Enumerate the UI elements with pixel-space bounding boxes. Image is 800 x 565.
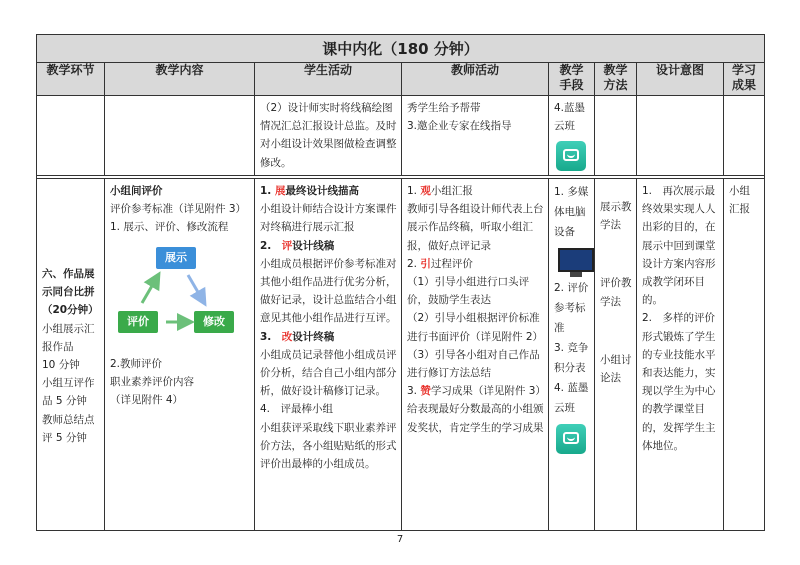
header-method: 教学 方法 (595, 63, 637, 96)
means-item-1: 1. 多媒体电脑设备 (554, 186, 589, 238)
teacher-step2-c: （3）引导各小组对自己作品进行修订方法总结 (407, 348, 540, 380)
row1-outcome (724, 96, 765, 176)
lanmo-app-icon (556, 424, 586, 454)
teacher-step2-title: 2. 引过程评价 (407, 257, 473, 270)
table-row-continuation (37, 96, 765, 176)
row1-content (105, 96, 255, 176)
row2-means (549, 179, 595, 531)
content-line5: （详见附件 4） (110, 394, 184, 407)
teacher-step1-title: 1. 观小组汇报 (407, 185, 473, 197)
header-intent: 设计意图 (637, 63, 724, 96)
method-2: 评价教学法 (600, 277, 632, 308)
student-step2-text: 小组成员根据评价参考标准对其他小组作品进行优劣分析，做好记录，设计总监结合小组意见其他小组作品进行互评。 (260, 257, 397, 325)
row2-content (105, 179, 255, 531)
row1-stage (37, 96, 105, 176)
teacher-step3: 3. 赞学习成果（详见附件 3）给表现最好分数最高的小组颁发奖状，肯定学生的学习成果 (407, 385, 544, 434)
diagram-modify-box: 修改 (194, 311, 234, 333)
content-line1: 评价参考标准（详见附件 3） (110, 203, 247, 216)
header-means: 教学 手段 (549, 63, 595, 96)
header-stage: 教学环节 (37, 63, 105, 96)
row1-intent (637, 96, 724, 176)
stage-detail-1: 小组展示汇报作品 (42, 322, 95, 353)
stage-detail-3: 小组互评作品 5 分钟 (42, 377, 95, 408)
method-3: 小组讨论法 (600, 353, 632, 385)
method-1: 展示教学法 (600, 201, 632, 232)
student-step4-title: 4. 评最棒小组 (260, 403, 334, 416)
header-content: 教学内容 (105, 63, 255, 96)
diagram-eval-box: 评价 (118, 311, 158, 333)
row1-student: （2）设计师实时将线稿绘图情况汇总汇报设计总监。及时对小组设计效果图做检查调整修改。 (255, 96, 402, 176)
student-step1-title: 1. 展最终设计线描高 (260, 185, 359, 197)
flow-diagram (118, 247, 238, 347)
row1-means (549, 96, 595, 176)
means-item-4: 4. 蓝墨云班 (554, 382, 589, 414)
row2-method (595, 179, 637, 531)
teacher-step1-text: 教师引导各组设计师代表上台展示作品终稿，听取小组汇报，做好点评记录 (407, 203, 544, 252)
header-row (37, 63, 765, 96)
means-item-2: 2. 评价参考标准 (554, 282, 589, 334)
diagram-show-box: 展示 (156, 247, 196, 269)
row1-teacher-line2: 3.邀企业专家在线指导 (407, 120, 512, 133)
table-row-stage6 (37, 179, 765, 531)
row1-method (595, 96, 637, 176)
row1-teacher (402, 96, 549, 176)
row1-teacher-line1: 秀学生给予帮带 (407, 102, 481, 114)
row1-means-text: 4.蓝墨云班 (554, 102, 586, 133)
content-heading: 小组间评价 (110, 185, 163, 197)
lanmo-app-icon (556, 141, 586, 171)
row2-outcome: 小组汇报 (724, 179, 765, 531)
teacher-step2-a: （1）引导小组进行口头评价，鼓励学生表达 (407, 276, 530, 307)
header-teacher: 教师活动 (402, 63, 549, 96)
header-outcome: 学习 成果 (724, 63, 765, 96)
content-line3: 2.教师评价 (110, 357, 163, 370)
means-item-3: 3. 竞争积分表 (554, 342, 589, 374)
lesson-plan-table (36, 34, 765, 531)
teacher-step2-b: （2）引导小组根据评价标准进行书面评价（详见附件 2） (407, 312, 544, 343)
stage-title: 六、作品展示同台比拼（20分钟） (42, 267, 99, 317)
diagram-arrows-icon (118, 247, 238, 347)
stage-detail-2: 10 分钟 (42, 359, 80, 371)
header-student: 学生活动 (255, 63, 402, 96)
table-title: 课中内化（180 分钟） (37, 35, 765, 63)
row2-teacher (402, 179, 549, 531)
content-line2: 1. 展示、评价、修改流程 (110, 221, 229, 234)
student-step2-title: 2. 评设计线稿 (260, 239, 335, 252)
student-step1-text: 小组设计师结合设计方案课件对终稿进行展示汇报 (260, 203, 397, 234)
row2-student (255, 179, 402, 531)
student-step4-text: 小组获评采取线下职业素养评价方法，各小组贴贴纸的形式评价出最棒的小组成员。 (260, 421, 397, 471)
content-line4: 职业素养评价内容 (110, 375, 194, 388)
page-number: 7 (396, 534, 404, 545)
row2-stage (37, 179, 105, 531)
monitor-icon (558, 248, 594, 272)
stage-detail-4: 教师总结点评 5 分钟 (42, 413, 95, 444)
row2-intent: 1. 再次展示最终效果实现人人出彩的目的，在展示中回到课堂设计方案内容形成教学闭环目的。 2. 多样的评价形式锻炼了学生的专业技能水平和表达能力，实现以学生为中心的教学课堂目的，发挥学生主体地位。 (637, 179, 724, 531)
student-step3-title: 3. 改设计终稿 (260, 330, 335, 343)
student-step3-text: 小组成员记录替他小组成员评价分析，结合自己小组内部分析，做好设计稿修订记录。 (260, 348, 397, 398)
